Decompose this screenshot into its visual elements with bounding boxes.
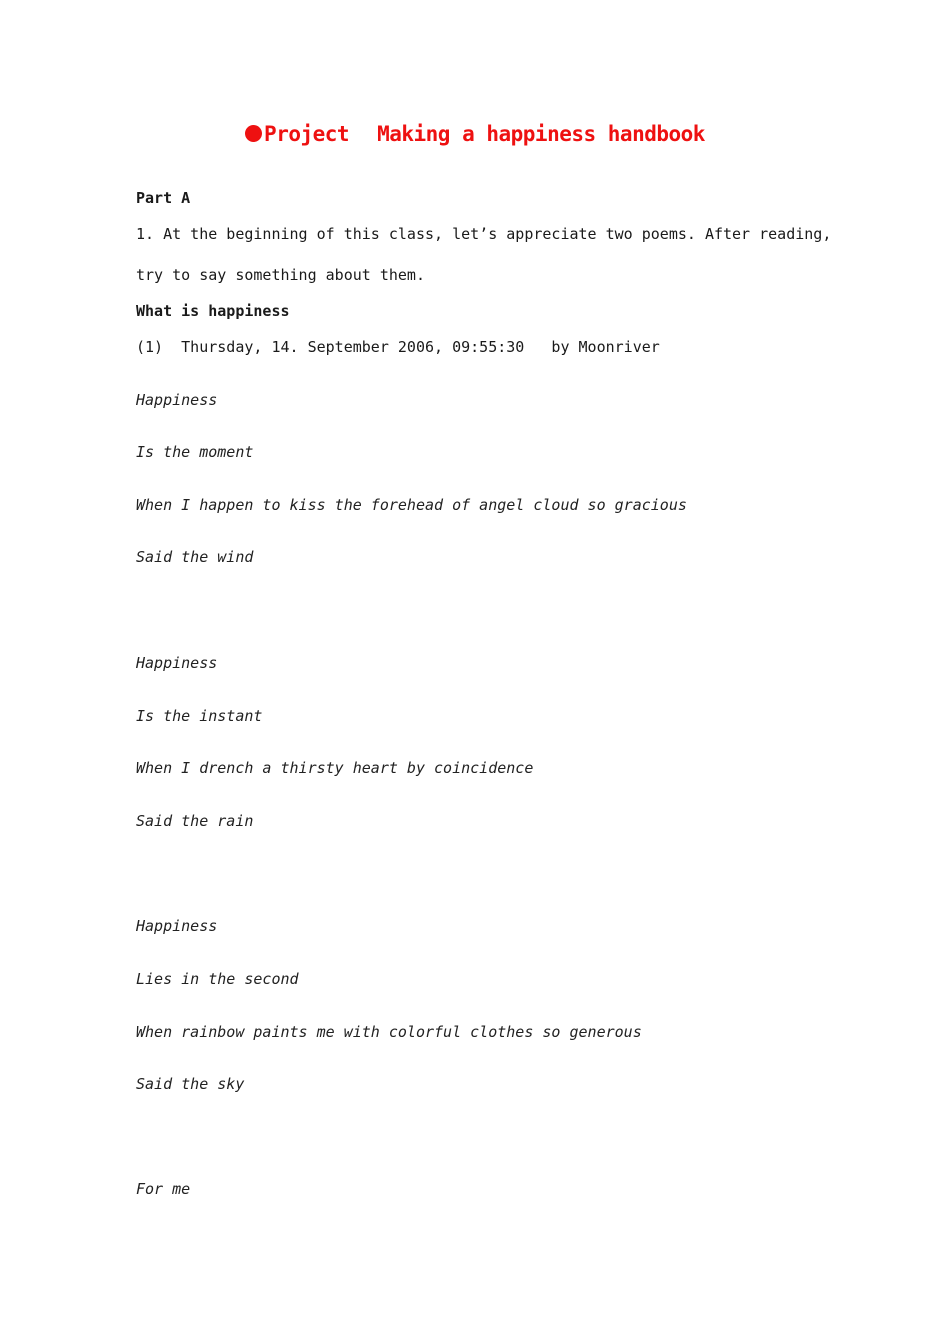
poem-line: Happiness	[136, 654, 218, 672]
instruction-line-1: 1. At the beginning of this class, let’s appreciate two poems. After reading,	[136, 225, 832, 243]
poem-line: Is the instant	[136, 707, 263, 725]
poem-line: Said the rain	[136, 812, 254, 830]
poem-header: (1) Thursday, 14. September 2006, 09:55:30 by Moonriver	[136, 338, 660, 356]
instruction-line-2: try to say something about them.	[136, 266, 425, 284]
poem-line: Happiness	[136, 391, 218, 409]
poem-line: Said the sky	[136, 1075, 245, 1093]
poem-line: Lies in the second	[136, 970, 299, 988]
section-heading: What is happiness	[136, 302, 290, 320]
bullet-icon	[245, 125, 262, 142]
poem-line: Said the wind	[136, 548, 254, 566]
part-a-heading: Part A	[136, 189, 191, 207]
title-project: Project	[264, 122, 350, 146]
title-main: Making a happiness handbook	[377, 122, 705, 146]
poem-line: When rainbow paints me with colorful clothes so generous	[136, 1023, 642, 1041]
poem-line: For me	[136, 1180, 191, 1198]
poem-line: Is the moment	[136, 443, 254, 461]
poem-line: When I happen to kiss the forehead of angel cloud so gracious	[136, 496, 687, 514]
page-title	[0, 122, 950, 146]
poem-line: When I drench a thirsty heart by coincidence	[136, 759, 534, 777]
poem-line: Happiness	[136, 917, 218, 935]
